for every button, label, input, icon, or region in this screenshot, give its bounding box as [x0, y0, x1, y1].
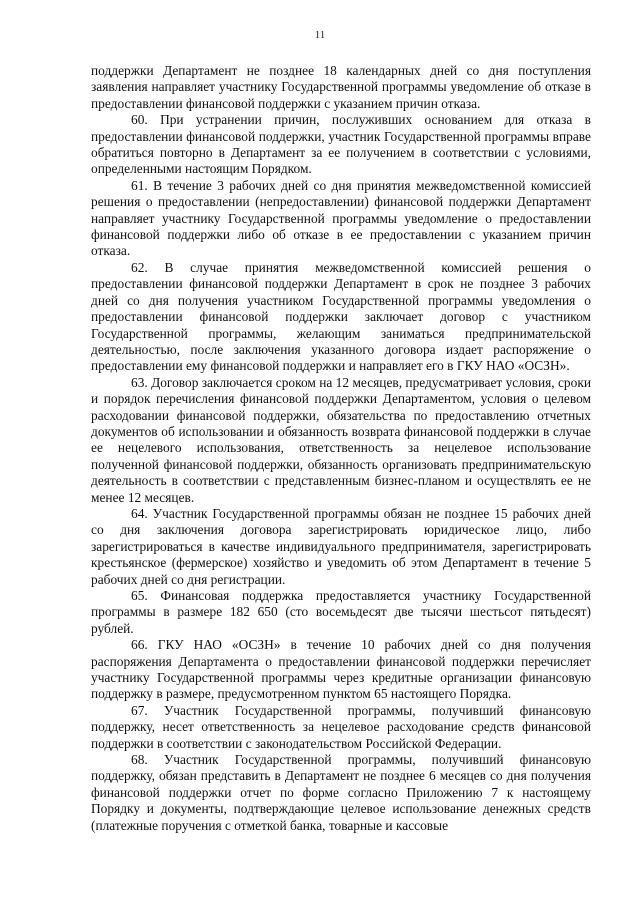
paragraph-65: 65. Финансовая поддержка предоставляется участнику Государственной программы в размере 182 650 (сто восемьдесят две тысячи шестьсот пятьдесят) рублей. — [91, 588, 591, 636]
page-number: 11 — [314, 29, 326, 41]
paragraph-68: 68. Участник Государственной программы, получивший финансовую поддержку, обязан представить в Департамент не позднее 6 месяцев со дня получения финансовой поддержки отчет по форме согласно Приложению 7 к настоящему Порядку и документы, подтверждающие целевое использование денежных средств (платежные поручения с отметкой банка, товарные и кассовые — [91, 752, 591, 833]
paragraph-66: 66. ГКУ НАО «ОСЗН» в течение 10 рабочих дней со дня получения распоряжения Департамента о предоставлении финансовой поддержки перечисляет участнику Государственной программы через кредитные организации финансовую поддержку в размере, предусмотренном пунктом 65 настоящего Порядка. — [91, 637, 591, 702]
paragraph-67: 67. Участник Государственной программы, получивший финансовую поддержку, несет ответственность за нецелевое расходование средств финансовой поддержки в соответствии с законодательством Российской Федерации. — [91, 702, 591, 751]
paragraph-64: 64. Участник Государственной программы обязан не позднее 15 рабочих дней со дня заключения договора зарегистрировать юридическое лицо, либо зарегистрироваться в качестве индивидуального предпринимателя, зарегистрировать крестьянское (фермерское) хозяйство и уведомить об этом Департамент в течение 5 рабочих дней со дня регистрации. — [91, 505, 591, 587]
paragraph-62: 62. В случае принятия межведомственной комиссией решения о предоставлении финансовой поддержки Департамент в срок не позднее 3 рабочих дней со дня получения участником Государственной программы уведомления о предоставлении финансовой поддержки заключает договор с участником Государственной программы, желающим заниматься предпринимательской деятельностью, после заключения указанного договора издает распоряжение о предоставлении ему финансовой поддержки и направляет его в ГКУ НАО «ОСЗН». — [91, 259, 591, 374]
paragraph-63: 63. Договор заключается сроком на 12 месяцев, предусматривает условия, сроки и порядок перечисления финансовой поддержки Департаментом, условия о целевом расходовании финансовой поддержки, обязательства по предоставлению отчетных документов об использовании и обязанность возврата финансовой поддержки в случае ее нецелевого использования, ответственность за нецелевое использование полученной финансовой поддержки, обязанность организовать предпринимательскую деятельность в соответствии с представленным бизнес-планом и осуществлять ее не менее 12 месяцев. — [91, 374, 591, 505]
paragraph-continuation: поддержки Департамент не позднее 18 календарных дней со дня поступления заявления направляет участнику Государственной программы уведомление об отказе в предоставлении финансовой поддержки с указанием причин отказа. — [91, 63, 591, 111]
paragraph-60: 60. При устранении причин, послуживших основанием для отказа в предоставлении финансовой поддержки, участник Государственной программы вправе обратиться повторно в Департамент за ее получением в соответствии с условиями, определенными настоящим Порядком. — [91, 112, 591, 177]
document-body — [91, 63, 591, 834]
paragraph-61: 61. В течение 3 рабочих дней со дня принятия межведомственной комиссией решения о предоставлении (непредоставлении) финансовой поддержки Департамент направляет участнику Государственной программы уведомление о предоставлении финансовой поддержки либо об отказе в ее предоставлении с указанием причин отказа. — [91, 177, 591, 259]
